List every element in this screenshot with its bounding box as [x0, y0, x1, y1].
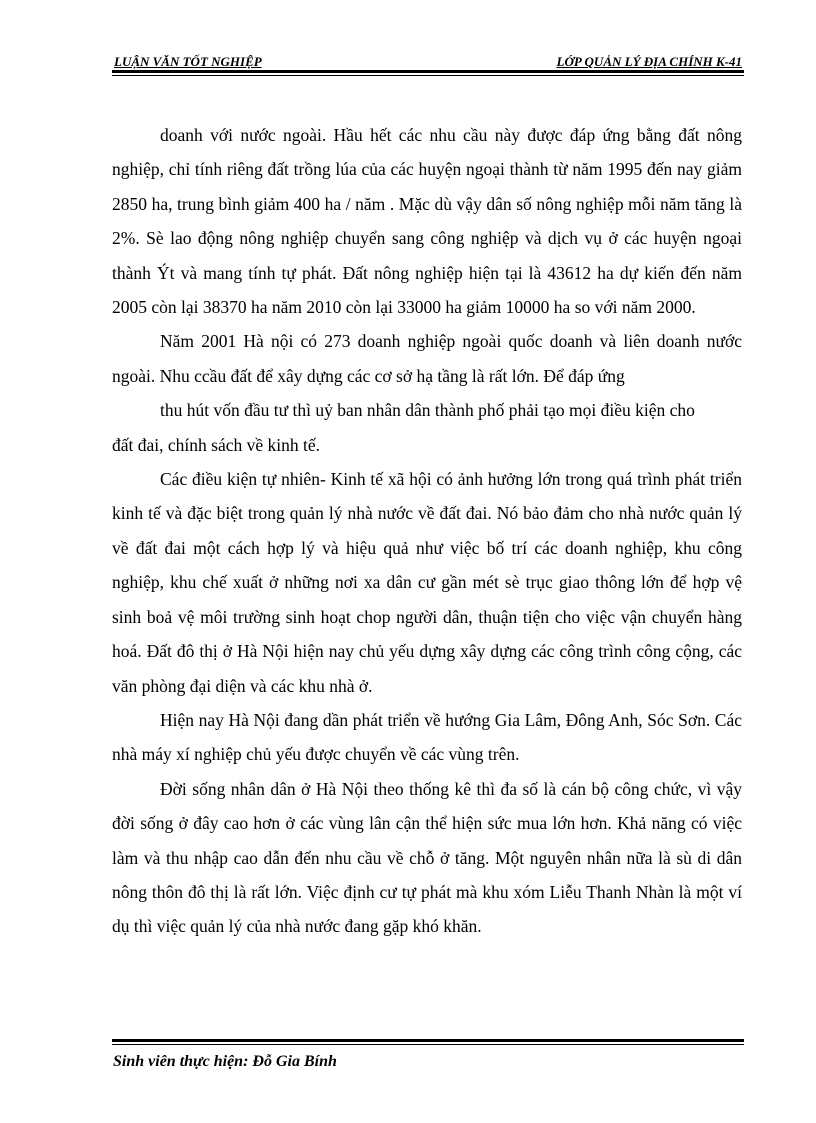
paragraph-2: Năm 2001 Hà nội có 273 doanh nghiệp ngoài quốc doanh và liên doanh nước ngoài. Nhu ccầu đất để xây dựng các cơ sở hạ tầng là rất lớn. Để đáp ứng: [112, 331, 742, 386]
paragraph-1: doanh với nước ngoài. Hầu hết các nhu cầu này được đáp ứng bằng đất nông nghiệp, chỉ tính riêng đất trồng lúa của các huyện ngoại thành từ năm 1995 đến nay giảm 2850 ha, trung bình giảm 400 ha / năm . Mặc dù vậy dân số nông nghiệp mỗi năm tăng là 2%. Sè lao động nông nghiệp chuyển sang công nghiệp và dịch vụ ở các huyện ngoại thành Ýt và mang tính tự phát. Đất nông nghiệp hiện tại là 43612 ha dự kiến đến năm 2005 còn lại 38370 ha năm 2010 còn lại 33000 ha giảm 10000 ha so với năm 2000.: [112, 125, 742, 318]
header-class-name: LỚP QUẢN LÝ ĐỊA CHÍNH K-41: [556, 54, 742, 69]
header-rule: [112, 70, 744, 73]
page-header: [112, 50, 744, 72]
paragraph-5: Đời sống nhân dân ở Hà Nội theo thống kê thì đa số là cán bộ công chức, vì vậy đời sống ở đây cao hơn ở các vùng lân cận thể hiện sức mua lớn hơn. Khả năng có việc làm và thu nhập cao dẫn đến nhu cầu về chỗ ở tăng. Một nguyên nhân nữa là sù di dân nông thôn đô thị là rất lớn. Việc định cư tự phát mà khu xóm Liễu Thanh Nhàn là một ví dụ thì việc quản lý của nhà nước đang gặp khó khăn.: [112, 778, 742, 937]
paragraph-2-line-2: thu hút vốn đầu tư thì uỷ ban nhân dân thành phố phải tạo mọi điều kiện cho: [160, 400, 695, 421]
header-rule-thin: [112, 75, 744, 76]
footer-rule: [112, 1039, 744, 1042]
footer-author: Sinh viên thực hiện: Đỗ Gia Bính: [113, 1053, 337, 1070]
paragraph-3: Các điều kiện tự nhiên- Kinh tế xã hội có ảnh hưởng lớn trong quá trình phát triển kinh tế và đặc biệt trong quản lý nhà nước về đất đai. Nó bảo đảm cho nhà nước quản lý về đất đai một cách hợp lý và hiệu quả như việc bố trí các doanh nghiệp, khu công nghiệp, khu chế xuất ở những nơi xa dân cư gần mét sè trục giao thông lớn để hợp vệ sinh boả vệ môi trường sinh hoạt chop người dân, thuận tiện cho việc vận chuyển hàng hoá. Đất đô thị ở Hà Nội hiện nay chủ yếu dựng xây dựng các công trình công cộng, các văn phòng đại diện và các khu nhà ở.: [112, 469, 742, 696]
document-body: [112, 118, 742, 944]
header-thesis-title: LUẬN VĂN TỐT NGHIỆP: [114, 54, 262, 69]
paragraph-4: Hiện nay Hà Nội đang dần phát triển về hướng Gia Lâm, Đông Anh, Sóc Sơn. Các nhà máy xí nghiệp chủ yếu được chuyển về các vùng trên.: [112, 709, 742, 765]
footer-rule-thin: [112, 1044, 744, 1045]
paragraph-2-line-3: đất đai, chính sách về kinh tế.: [112, 434, 320, 455]
